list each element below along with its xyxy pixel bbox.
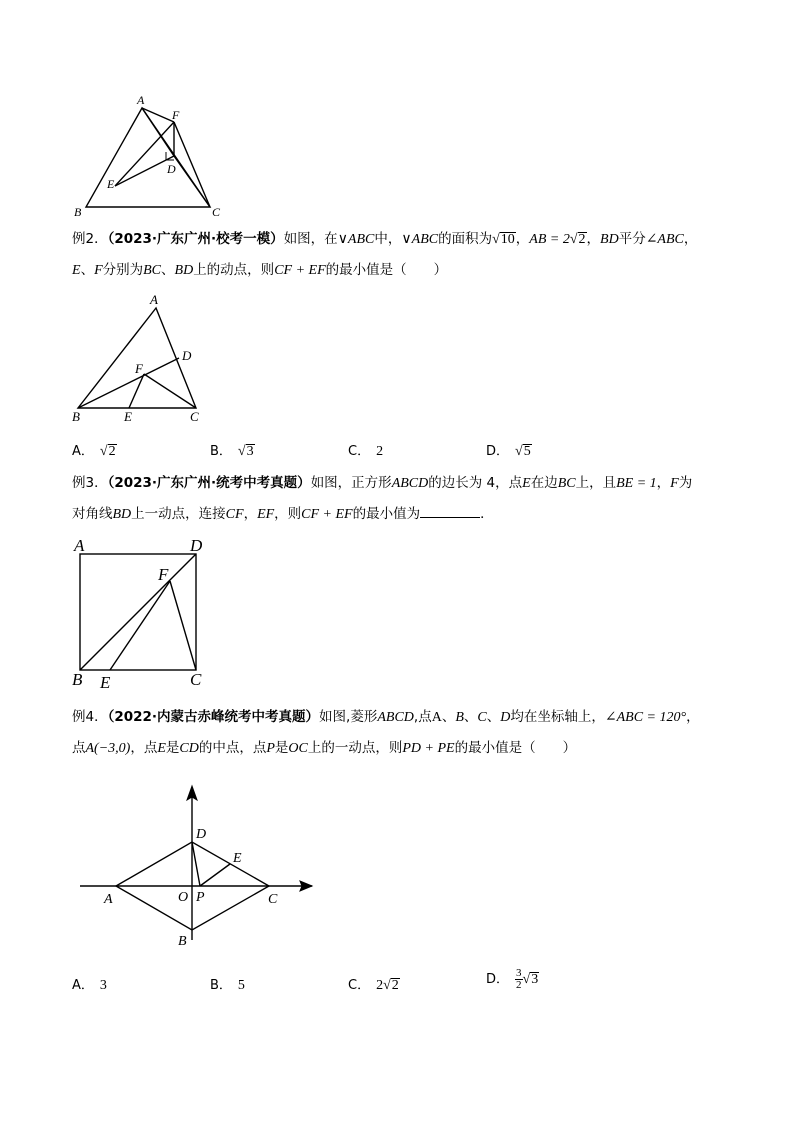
example-4-options [72,967,672,1000]
option-a[interactable]: A． 3 [72,978,107,993]
label-P: P [196,890,205,905]
option-b[interactable]: B． √3 [210,444,254,459]
option-d[interactable]: D． √5 [486,444,531,459]
option-d[interactable]: D． $\frac{3}{2}$ √3 [486,967,539,992]
label-C: C [190,670,202,689]
label-E: E [233,851,242,866]
figure-2-triangle [66,290,216,428]
label-F: F [158,565,169,584]
example-2-options [72,440,672,466]
answer-blank[interactable] [420,503,480,518]
label-A: A [150,292,158,307]
figure-1-triangle [70,92,230,222]
figure-4-rhombus [70,780,330,955]
label-F: F [135,361,143,376]
label-B: B [72,409,80,424]
label-A: A [74,536,85,555]
example-4-question: 例4．（2022·内蒙古赤峰统考中考真题）如图,菱形ABCD,点A、B、C、D均在坐标轴上，∠ABC = 120°， 点A(−3,0)，点E是CD的中点，点P是OC上的一动点，则PD + PE的最小值是（ ） [72,709,700,756]
option-c[interactable]: C． 2 [348,444,384,459]
label-A: A [137,93,145,107]
label-A: A [104,892,113,907]
label-C: C [212,205,221,219]
label-B: B [178,934,187,949]
label-B: B [74,205,82,219]
option-b[interactable]: B． 5 [210,978,245,993]
example-3-question: 例3．（2023·广东广州·统考中考真题）如图，正方形ABCD的边长为 4，点E在边BC上，且BE = 1，F为 对角线BD上一动点，连接CF，EF，则CF + EF的最小值为 ． [72,475,693,522]
option-a[interactable]: A． √2 [72,444,116,459]
label-F: F [172,108,180,122]
label-E: E [124,409,132,424]
label-E: E [107,177,115,191]
label-D: D [167,162,176,176]
option-c[interactable]: C． 2√2 [348,978,399,993]
figure-3-square [70,532,220,692]
label-D: D [196,827,207,842]
label-B: B [72,670,83,689]
label-O: O [178,890,189,905]
label-E: E [100,673,111,692]
label-D: D [182,348,192,363]
label-C: C [268,892,278,907]
example-2-question: 例2．（2023·广东广州·校考一模）如图，在∨ABC中，∨ABC的面积为√10，AB = 2√2，BD平分∠ABC， E、F分别为BC、BD上的动点，则CF + EF的最小值是（ ） [72,231,698,278]
label-C: C [190,409,199,424]
label-D: D [190,536,203,555]
